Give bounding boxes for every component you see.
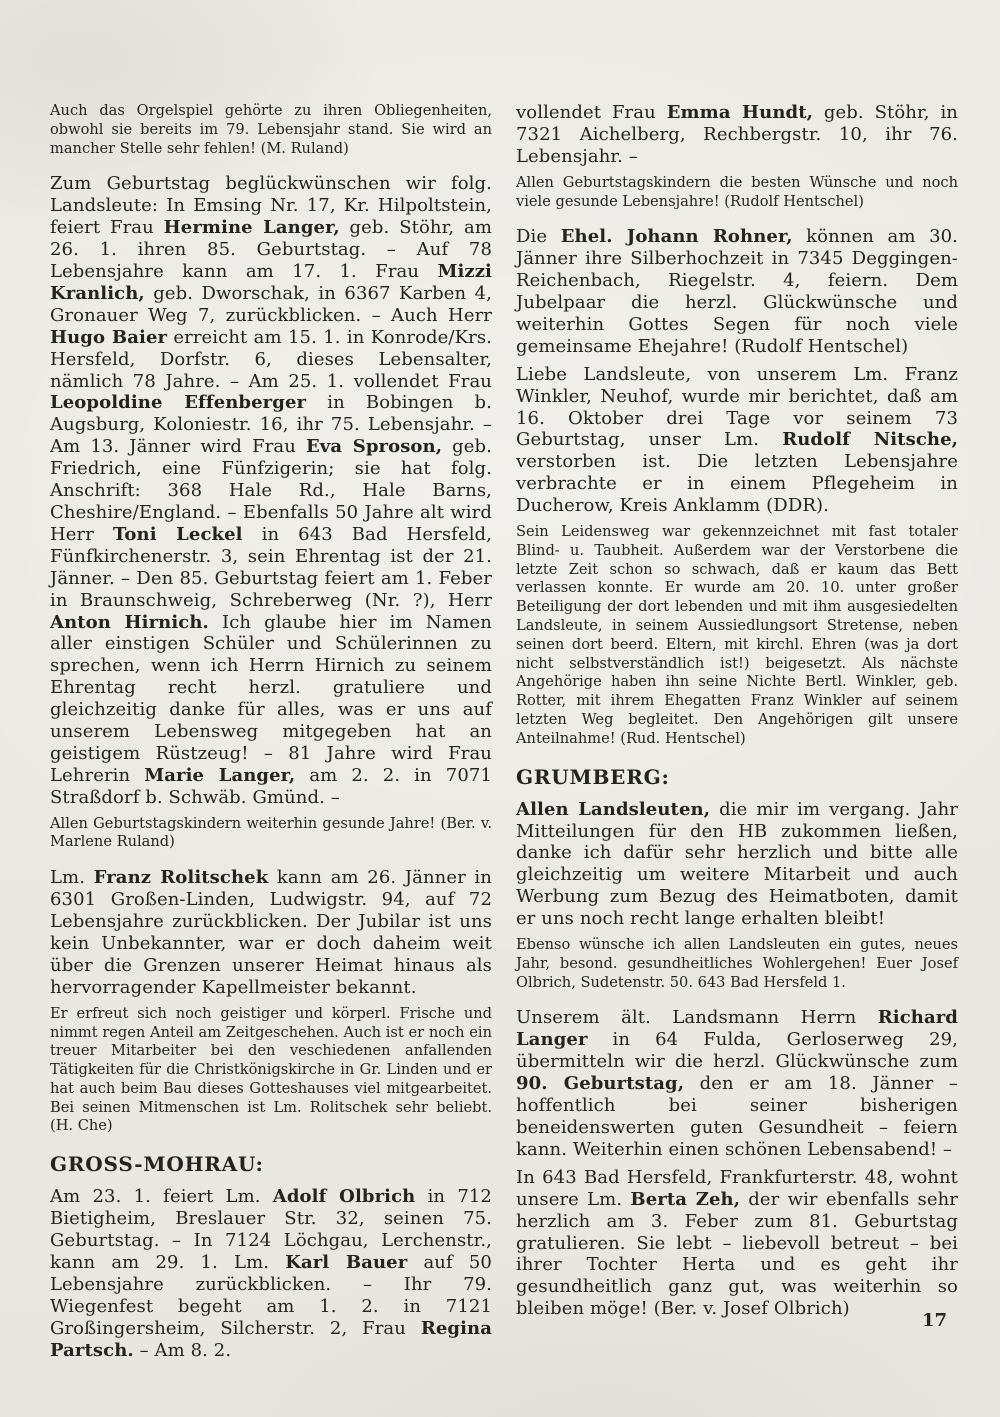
bold-text-run: Karl Bauer: [285, 1252, 408, 1273]
page-number: 17: [921, 1310, 947, 1331]
text-run: Zum Geburtstag beglückwünschen wir folg. Landsleute: In Emsing Nr. 17, Kr. Hilpoltstein, feiert Frau: [50, 173, 492, 239]
text-run: auf 50 Lebensjahre zurückblicken. – Ihr 79. Wiegenfest begeht am 1. 2. in 7121 Großingersheim, Silcherstr. 2, Frau: [50, 1252, 492, 1339]
paragraph: [516, 1007, 958, 1160]
text-run: der wir ebenfalls sehr herzlich am 3. Feber zum 81. Geburtstag gratulieren. Sie lebt – liebevoll betreut – bei ihrer Tochter Herta und es geht ihr gesundheitlich ganz gut, was weiterhin so bleiben möge! (Ber. v. Josef Olbrich): [516, 1188, 958, 1320]
paragraph: [50, 102, 492, 158]
bold-text-run: GRUMBERG:: [516, 764, 670, 789]
text-run: Er erfreut sich noch geistiger und körperl. Frische und nimmt regen Anteil am Zeitgeschehen. Auch ist er noch ein treuer Mitarbeiter bei den veschiedenen anfallenden Tätigkeiten für die Christkönigskirche in Gr. Linden und er hat auch beim Bau dieses Gotteshauses viel mitgearbeitet. Bei seinen Mitmenschen ist Lm. Rolitschek sehr beliebt. (H. Che): [50, 1004, 492, 1135]
bold-text-run: Mizzi Kranlich,: [50, 261, 492, 304]
text-run: Lm.: [50, 867, 94, 889]
text-run: Sein Leidensweg war gekennzeichnet mit fast totaler Blind- u. Taubheit. Außerdem war der Verstorbene die letzte Zeit schon so schwach, daß er kaum das Bett verlassen konnte. Er wurde am 20. 10. unter großer Beteiligung der dort lebenden und mit ihm ausgesiedelten Landsleute, in seinem Aussiedlungsort Stretense, neben seinen dort beerd. Eltern, mit kirchl. Ehren (was ja dort nicht selbstverständlich ist!) beigesetzt. Als nächste Angehörige haben ihn seine Nichte Bertl. Winkler, geb. Rotter, mit ihrem Ehegatten Franz Winkler auf seinem letzten Weg begleitet. Den Angehörigen gilt unsere Anteilnahme! (Rud. Hentschel): [516, 523, 958, 747]
bold-text-run: Toni Leckel: [112, 523, 243, 545]
text-run: Ich glaube hier im Namen aller einstigen Schüler und Schülerinnen zu sprechen, wenn ich Herrn Hirnich zu seinem Ehrentag recht herzl. gratuliere und gleichzeitig danke für alles, was er uns auf unserem Lebensweg mitgegeben hat an geistigem Rüstzeug! – 81 Jahre wird Frau Lehrerin: [50, 611, 492, 786]
section-heading: [516, 765, 958, 789]
text-run: Allen Geburtstagskindern die besten Wünsche und noch viele gesunde Lebensjahre! (Rudolf Hentschel): [516, 173, 958, 210]
bold-text-run: Leopoldine Effenberger: [50, 392, 307, 414]
text-run: in Bobingen b. Augsburg, Koloniestr. 16, ihr 75. Lebensjahr. – Am 13. Jänner wird Frau: [50, 392, 492, 458]
bold-text-run: Richard Langer: [516, 1007, 958, 1051]
paragraph: [516, 523, 958, 749]
bold-text-run: Allen Landsleuten,: [516, 798, 711, 820]
paragraph: [516, 936, 958, 992]
bold-text-run: Regina Partsch.: [50, 1317, 492, 1361]
bold-text-run: Hermine Langer,: [163, 217, 340, 239]
text-run: können am 30. Jänner ihre Silberhochzeit in 7345 Deggingen-Reichenbach, Riegelstr. 4, feiern. Dem Jubelpaar die herzl. Glückwünsche und weiterhin Gottes Segen für noch viele gemeinsame Ehejahre! (Rudolf Hentschel): [516, 226, 959, 357]
text-run: Ebenso wünsche ich allen Landsleuten ein gutes, neues Jahr, besond. gesundheitliches Wohlergehen! Euer Josef Olbrich, Sudetenstr. 50. 643 Bad Hersfeld 1.: [516, 936, 958, 991]
text-run: geb. Stöhr, am 26. 1. ihren 85. Geburtstag. – Auf 78 Lebensjahre kann am 17. 1. Frau: [50, 217, 492, 283]
text-run: verstorben ist. Die letzten Lebensjahre verbrachte er in einem Pflegeheim in Ducherow, Kreis Anklamm (DDR).: [516, 451, 958, 517]
text-run: geb. Stöhr, in 7321 Aichelberg, Rechbergstr. 10, ihr 76. Lebensjahr. –: [516, 102, 958, 167]
text-run: die mir im vergang. Jahr Mitteilungen für den HB zukommen ließen, danke ich dafür sehr herzlich und bitte alle gleichzeitig um weitere Mitarbeit und auch Werbung zum Bezug des Heimatboten, damit er uns noch recht lange erhalten bleibt!: [516, 798, 958, 930]
text-run: in 712 Bietigheim, Breslauer Str. 32, seinen 75. Geburtstag. – In 7124 Löchgau, Lerchenstr., kann am 29. 1. Lm.: [50, 1186, 492, 1273]
section-heading: [50, 1152, 492, 1176]
bold-text-run: Rudolf Nitsche,: [782, 429, 958, 451]
text-run: geb. Friedrich, eine Fünfzigerin; sie hat folg. Anschrift: 368 Hale Rd., Hale Barns, Cheshire/England. – Ebenfalls 50 Jahre alt wird Herr: [50, 436, 492, 545]
right-column: [516, 102, 958, 1368]
text-run: Am 23. 1. feiert Lm.: [50, 1186, 273, 1208]
bold-text-run: Adolf Olbrich: [272, 1186, 416, 1208]
paragraph: [50, 1186, 492, 1361]
paragraph: [50, 173, 492, 808]
bold-text-run: 90. Geburtstag,: [516, 1073, 685, 1095]
paragraph: [516, 102, 958, 168]
text-run: kann am 26. Jänner in 6301 Großen-Linden, Ludwigstr. 94, auf 72 Lebensjahre zurückblicken. Der Jubilar ist uns kein Unbekannter, war er doch daheim weit über die Grenzen unserer Heimat hinaus als hervorragender Kapellmeister bekannt.: [50, 867, 492, 998]
page-content: [50, 102, 958, 1368]
text-run: geb. Dworschak, in 6367 Karben 4, Gronauer Weg 7, zurückblicken. – Auch Herr: [50, 282, 492, 326]
text-run: den er am 18. Jänner – hoffentlich bei seiner bisherigen beneidenswerten guten Gesundheit – feiern kann. Weiterhin einen schönen Lebensabend! –: [516, 1073, 958, 1160]
paragraph: [50, 867, 492, 998]
bold-text-run: Ehel. Johann Rohner,: [560, 226, 793, 248]
paragraph: [516, 1167, 958, 1320]
bold-text-run: Anton Hirnich.: [50, 611, 209, 633]
paragraph: [516, 226, 958, 357]
text-run: Auch das Orgelspiel gehörte zu ihren Obliegenheiten, obwohl sie bereits im 79. Lebensjahr stand. Sie wird an mancher Stelle sehr fehlen! (M. Ruland): [50, 102, 492, 157]
paragraph: [50, 1005, 492, 1137]
bold-text-run: Eva Sproson,: [305, 436, 443, 458]
text-run: Unserem ält. Landsmann Herrn: [516, 1007, 878, 1029]
bold-text-run: Hugo Baier: [50, 326, 168, 348]
text-run: Die: [516, 226, 561, 248]
text-run: am 2. 2. in 7071 Straßdorf b. Schwäb. Gmünd. –: [50, 764, 492, 808]
left-column: [50, 102, 492, 1368]
paragraph: [516, 364, 958, 517]
text-run: – Am 8. 2.: [133, 1339, 232, 1361]
text-run: vollendet Frau: [516, 102, 667, 123]
bold-text-run: GROSS-MOHRAU:: [50, 1152, 264, 1177]
paragraph: [516, 174, 958, 212]
paragraph: [516, 799, 958, 930]
text-run: Allen Geburtstagskindern weiterhin gesunde Jahre! (Ber. v. Marlene Ruland): [50, 814, 492, 851]
paragraph: [50, 815, 492, 853]
text-run: In 643 Bad Hersfeld, Frankfurterstr. 48, wohnt unsere Lm.: [516, 1166, 958, 1210]
bold-text-run: Franz Rolitschek: [93, 867, 269, 889]
bold-text-run: Berta Zeh,: [630, 1188, 741, 1210]
bold-text-run: Emma Hundt,: [666, 102, 813, 123]
text-run: erreicht am 15. 1. in Konrode/Krs. Hersfeld, Dorfstr. 6, dieses Lebensalter, nämlich 78 Jahre. – Am 25. 1. vollendet Frau: [50, 326, 493, 392]
bold-text-run: Marie Langer,: [144, 764, 296, 786]
text-run: Liebe Landsleute, von unserem Lm. Franz Winkler, Neuhof, wurde mir berichtet, daß am 16. Oktober drei Tage vor seinem 73 Geburtstag, unser Lm.: [516, 363, 958, 451]
text-run: in 643 Bad Hersfeld, Fünfkirchenerstr. 3, sein Ehrentag ist der 21. Jänner. – Den 85. Geburtstag feiert am 1. Feber in Braunschweig, Schreberweg (Nr. ?), Herr: [50, 523, 492, 611]
text-run: in 64 Fulda, Gerloserweg 29, übermitteln wir die herzl. Glückwünsche zum: [516, 1029, 958, 1073]
